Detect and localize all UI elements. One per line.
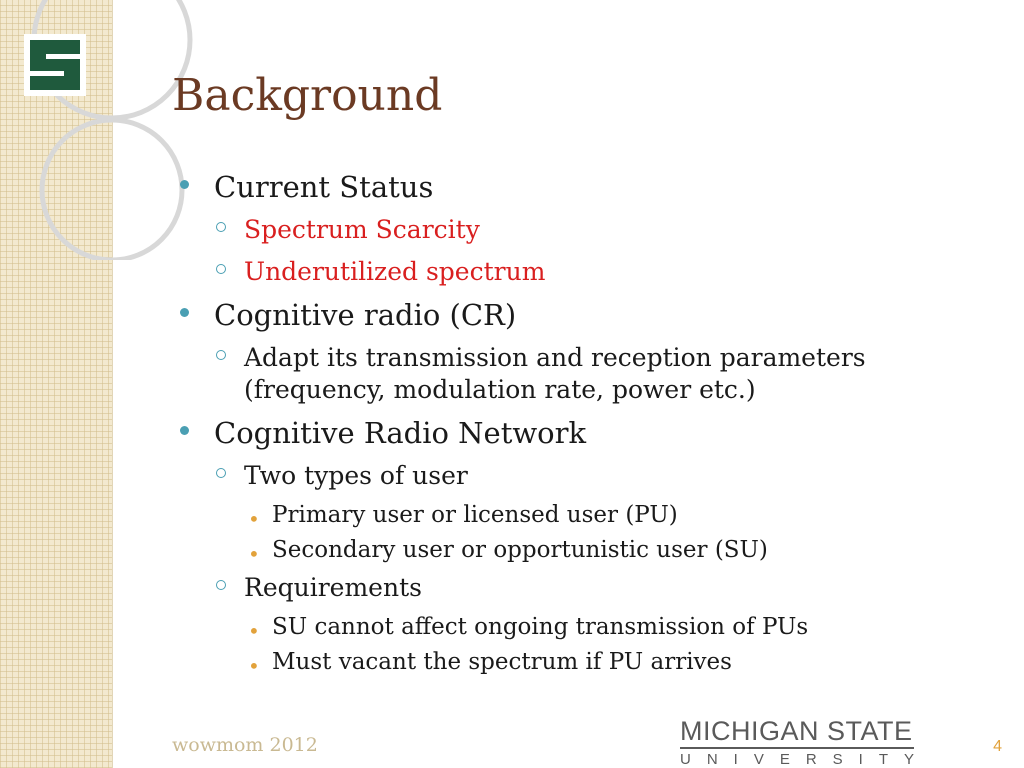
- bullet-spectrum-scarcity: [180, 214, 980, 246]
- bullet-two-types-of-user: [180, 460, 980, 492]
- bullet-text: Primary user or licensed user (PU): [272, 502, 678, 528]
- bullet-dot-icon: [180, 426, 189, 435]
- msu-s-logo: [24, 34, 86, 96]
- bullet-text: Underutilized spectrum: [244, 257, 546, 286]
- bullet-underutilized-spectrum: [180, 256, 980, 288]
- bullet-text: Requirements: [244, 573, 422, 602]
- bullet-text: Must vacant the spectrum if PU arrives: [272, 649, 732, 675]
- bullet-ring-icon: [216, 580, 226, 590]
- bullet-small-dot-icon: •: [248, 654, 260, 678]
- bullet-dot-icon: [180, 180, 189, 189]
- bullet-su-cannot-affect: [180, 614, 980, 643]
- bullet-cognitive-radio: [180, 298, 980, 332]
- msu-wordmark-line1: MICHIGAN STATE: [680, 716, 913, 746]
- slide-title: Background: [172, 70, 443, 121]
- bullet-text: SU cannot affect ongoing transmission of PUs: [272, 614, 809, 640]
- bullet-cognitive-radio-network: [180, 416, 980, 450]
- footer-text: wowmom 2012: [172, 734, 318, 756]
- bullet-text: Cognitive Radio Network: [214, 416, 587, 450]
- bullet-small-dot-icon: •: [248, 507, 260, 531]
- bullet-text: Secondary user or opportunistic user (SU): [272, 537, 768, 563]
- page-number: 4: [993, 738, 1002, 755]
- bullet-small-dot-icon: •: [248, 542, 260, 566]
- wordmark-rule: [680, 747, 914, 749]
- bullet-ring-icon: [216, 350, 226, 360]
- bullet-ring-icon: [216, 222, 226, 232]
- bullet-text: Current Status: [214, 170, 434, 204]
- bullet-ring-icon: [216, 468, 226, 478]
- bullet-list: [180, 170, 980, 684]
- bullet-text: Two types of user: [244, 461, 468, 490]
- msu-wordmark-line2: UNIVERSITY: [680, 751, 931, 768]
- bullet-must-vacant: [180, 649, 980, 678]
- bullet-text: Spectrum Scarcity: [244, 215, 480, 244]
- bullet-text: Cognitive radio (CR): [214, 298, 517, 332]
- bullet-dot-icon: [180, 308, 189, 317]
- bullet-current-status: [180, 170, 980, 204]
- bullet-small-dot-icon: •: [248, 619, 260, 643]
- bullet-primary-user: [180, 502, 980, 531]
- bullet-secondary-user: [180, 537, 980, 566]
- bullet-requirements: [180, 572, 980, 604]
- bullet-text: Adapt its transmission and reception parameters (frequency, modulation rate, power etc.): [244, 343, 866, 404]
- msu-wordmark: [680, 716, 931, 768]
- bullet-ring-icon: [216, 264, 226, 274]
- bullet-adapt-parameters: [180, 342, 980, 406]
